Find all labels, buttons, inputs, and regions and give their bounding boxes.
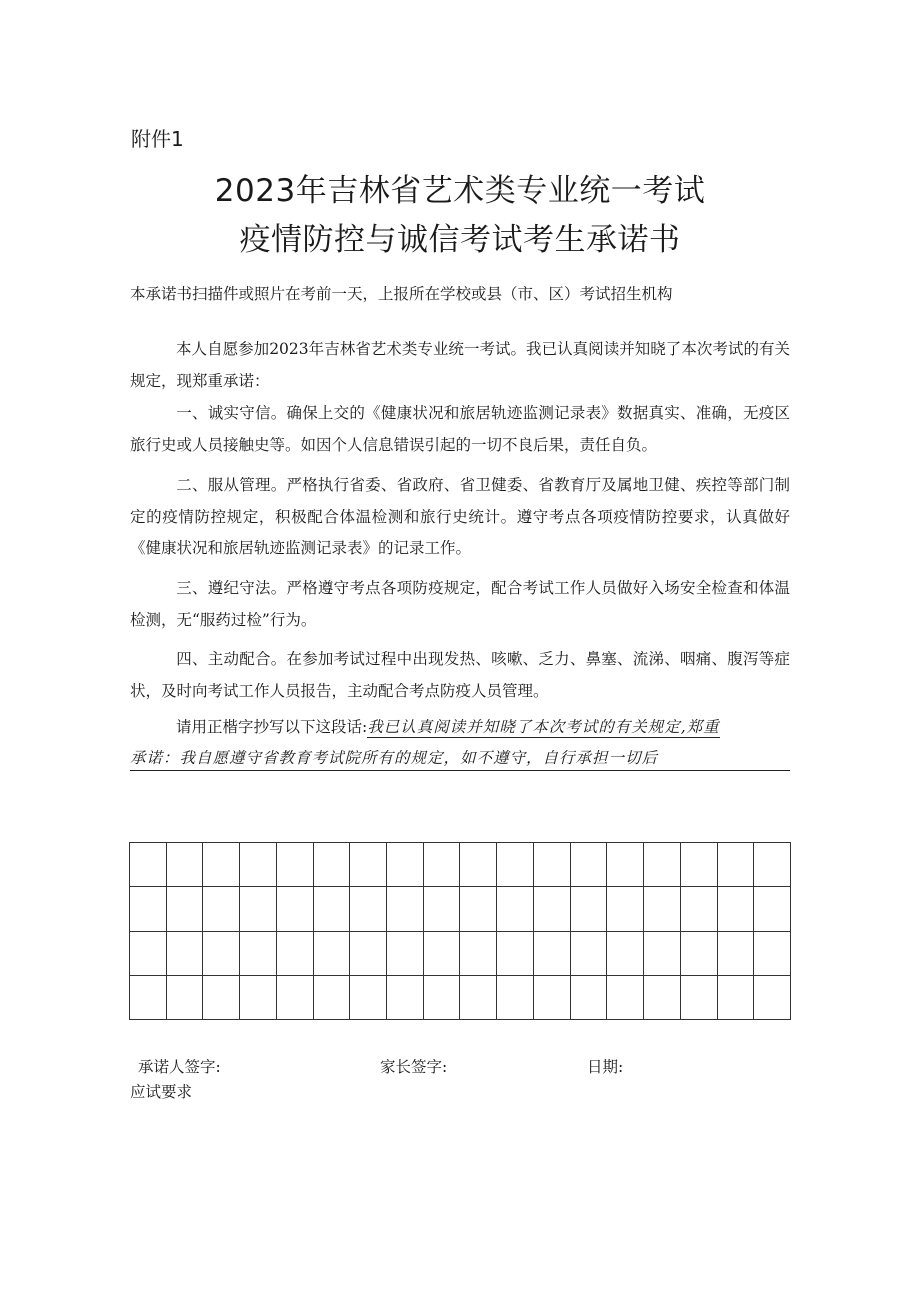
parent-signature-label: 家长签字: — [380, 1058, 448, 1076]
grid-cell[interactable] — [350, 932, 387, 976]
pledge-item-text: 四、主动配合。在参加考试过程中出现发热、咳嗽、乏力、鼻塞、流涕、咽痛、腹泻等症状，及时向考试工作人员报告，主动配合考点防疫人员管理。 — [130, 650, 790, 700]
grid-cell[interactable] — [460, 887, 497, 931]
grid-cell[interactable] — [387, 932, 424, 976]
grid-cell[interactable] — [571, 976, 608, 1020]
pledge-item-text: 一、诚实守信。确保上交的《健康状况和旅居轨迹监测记录表》数据真实、准确，无疫区旅行史或人员接触史等。如因个人信息错误引起的一切不良后果，责任自负。 — [130, 404, 790, 454]
grid-cell[interactable] — [644, 932, 681, 976]
grid-cell[interactable] — [203, 976, 240, 1020]
grid-cell[interactable] — [534, 887, 571, 931]
promisor-signature-label: 承诺人签字: — [138, 1058, 221, 1076]
grid-cell[interactable] — [718, 932, 755, 976]
grid-cell[interactable] — [497, 976, 534, 1020]
grid-cell[interactable] — [424, 932, 461, 976]
grid-cell[interactable] — [681, 843, 718, 887]
grid-cell[interactable] — [130, 932, 167, 976]
pledge-item-cooperation — [130, 644, 790, 707]
grid-cell[interactable] — [681, 976, 718, 1020]
grid-cell[interactable] — [681, 887, 718, 931]
grid-cell[interactable] — [460, 843, 497, 887]
grid-cell[interactable] — [350, 976, 387, 1020]
document-title-line2: 疫情防控与诚信考试考生承诺书 — [239, 222, 681, 258]
grid-cell[interactable] — [460, 932, 497, 976]
grid-cell[interactable] — [497, 887, 534, 931]
attachment-label: 附件1 — [131, 127, 184, 151]
pledge-item-compliance — [130, 470, 790, 565]
grid-cell[interactable] — [754, 843, 791, 887]
grid-cell[interactable] — [167, 932, 204, 976]
grid-cell[interactable] — [424, 843, 461, 887]
grid-cell[interactable] — [350, 887, 387, 931]
grid-cell[interactable] — [644, 887, 681, 931]
grid-cell[interactable] — [203, 843, 240, 887]
grid-cell[interactable] — [424, 976, 461, 1020]
grid-cell[interactable] — [130, 976, 167, 1020]
grid-cell[interactable] — [350, 843, 387, 887]
grid-cell[interactable] — [167, 887, 204, 931]
grid-cell[interactable] — [534, 932, 571, 976]
grid-cell[interactable] — [277, 976, 314, 1020]
grid-cell[interactable] — [460, 976, 497, 1020]
grid-cell[interactable] — [754, 932, 791, 976]
grid-cell[interactable] — [718, 887, 755, 931]
copy-instruction-label: 请用正楷字抄写以下这段话: — [176, 718, 368, 736]
grid-cell[interactable] — [387, 976, 424, 1020]
intro-text: 本人自愿参加2023年吉林省艺术类专业统一考试。我已认真阅读并知晓了本次考试的有关规定，现郑重承诺： — [130, 340, 790, 390]
grid-cell[interactable] — [718, 843, 755, 887]
grid-cell[interactable] — [607, 887, 644, 931]
grid-cell[interactable] — [314, 976, 351, 1020]
grid-cell[interactable] — [644, 843, 681, 887]
pledge-item-text: 三、遵纪守法。严格遵守考点各项防疫规定，配合考试工作人员做好入场安全检查和体温检测，无“服药过检”行为。 — [130, 579, 790, 629]
grid-cell[interactable] — [314, 887, 351, 931]
date-label: 日期: — [587, 1058, 624, 1076]
grid-cell[interactable] — [571, 843, 608, 887]
intro-paragraph — [130, 334, 790, 397]
exam-requirements-heading: 应试要求 — [130, 1083, 193, 1101]
grid-cell[interactable] — [167, 843, 204, 887]
grid-cell[interactable] — [240, 887, 277, 931]
copy-instruction — [130, 715, 720, 737]
grid-cell[interactable] — [681, 932, 718, 976]
grid-cell[interactable] — [240, 843, 277, 887]
grid-cell[interactable] — [240, 976, 277, 1020]
grid-cell[interactable] — [754, 887, 791, 931]
grid-cell[interactable] — [314, 843, 351, 887]
grid-cell[interactable] — [387, 843, 424, 887]
grid-cell[interactable] — [754, 976, 791, 1020]
grid-cell[interactable] — [277, 887, 314, 931]
grid-cell[interactable] — [203, 887, 240, 931]
handwritten-copy-line1: 我已认真阅读并知晓了本次考试的有关规定,郑重 — [367, 718, 720, 736]
grid-cell[interactable] — [534, 843, 571, 887]
grid-cell[interactable] — [240, 932, 277, 976]
grid-cell[interactable] — [497, 932, 534, 976]
grid-cell[interactable] — [203, 932, 240, 976]
document-title-line1: 2023年吉林省艺术类专业统一考试 — [214, 173, 706, 209]
grid-cell[interactable] — [277, 843, 314, 887]
grid-cell[interactable] — [644, 976, 681, 1020]
grid-cell[interactable] — [387, 887, 424, 931]
grid-cell[interactable] — [167, 976, 204, 1020]
pledge-item-text: 二、服从管理。严格执行省委、省政府、省卫健委、省教育厅及属地卫健、疾控等部门制定的疫情防控规定，积极配合体温检测和旅行史统计。遵守考点各项疫情防控要求，认真做好《健康状况和旅居轨迹监测记录表》的记录工作。 — [130, 476, 790, 557]
grid-cell[interactable] — [277, 932, 314, 976]
grid-cell[interactable] — [571, 932, 608, 976]
grid-cell[interactable] — [534, 976, 571, 1020]
grid-cell[interactable] — [130, 843, 167, 887]
grid-cell[interactable] — [607, 843, 644, 887]
grid-cell[interactable] — [424, 887, 461, 931]
grid-cell[interactable] — [607, 932, 644, 976]
pledge-item-honesty — [130, 398, 790, 461]
grid-cell[interactable] — [130, 887, 167, 931]
submission-note: 本承诺书扫描件或照片在考前一天，上报所在学校或县（市、区）考试招生机构 — [130, 285, 673, 303]
grid-cell[interactable] — [314, 932, 351, 976]
handwriting-grid[interactable] — [129, 842, 791, 1020]
handwritten-copy-line2: 承诺：我自愿遵守省教育考试院所有的规定，如不遵守，自行承担一切后 — [130, 746, 790, 771]
grid-cell[interactable] — [607, 976, 644, 1020]
grid-cell[interactable] — [571, 887, 608, 931]
pledge-item-law — [130, 573, 790, 636]
grid-cell[interactable] — [718, 976, 755, 1020]
grid-cell[interactable] — [497, 843, 534, 887]
